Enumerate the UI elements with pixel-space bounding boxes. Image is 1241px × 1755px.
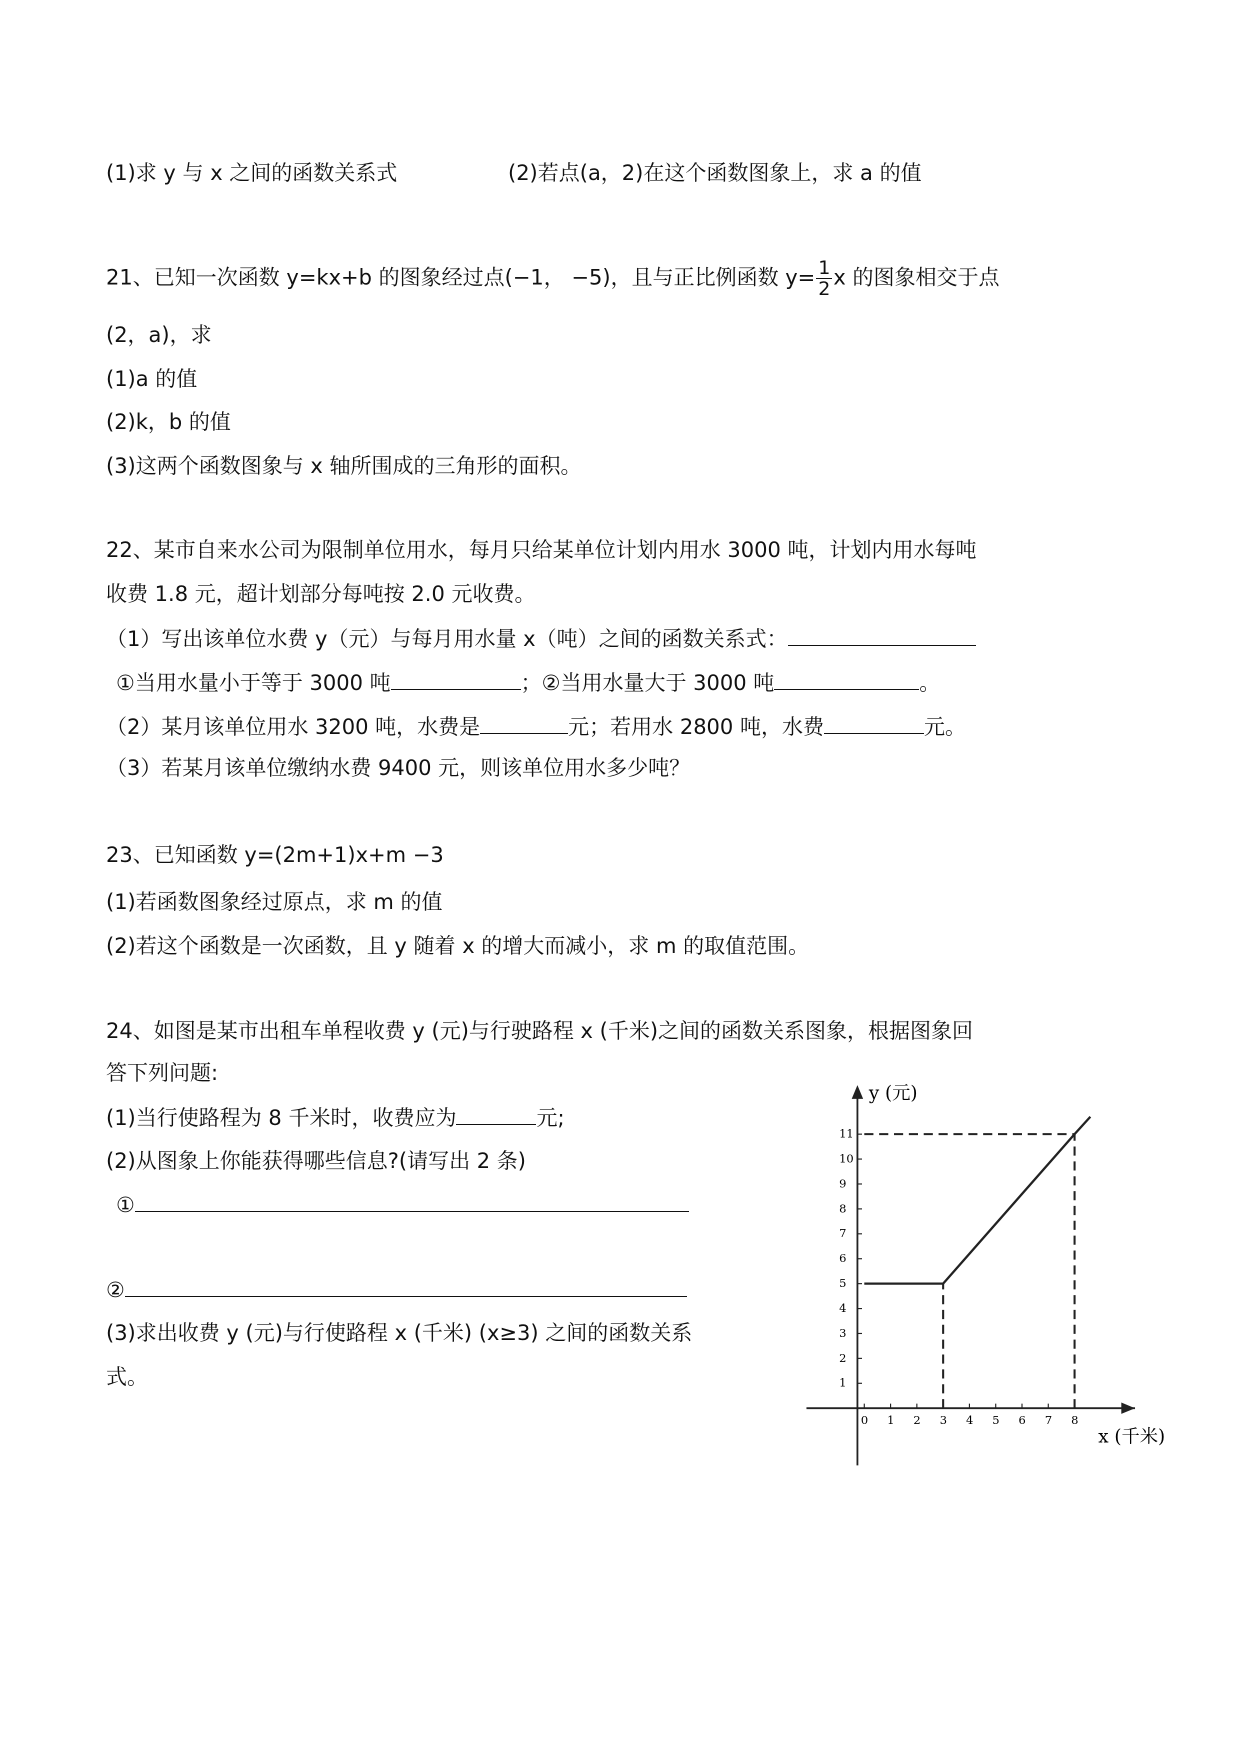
y-tick-label: 6 (839, 1251, 847, 1266)
graph-guide-lines (864, 1134, 1074, 1408)
q22-answer-blank-fee2[interactable] (824, 711, 924, 734)
q22-part2-text-b: 元；若用水 2800 吨，水费 (568, 715, 824, 739)
q22-case-end: 。 (919, 671, 941, 695)
x-tick-label: 4 (966, 1413, 974, 1428)
q22-answer-blank-case2[interactable] (774, 667, 919, 690)
q24-info2 (106, 1274, 687, 1305)
q22-stem-b: 收费 1.8 元，超计划部分每吨按 2.0 元收费。 (106, 582, 536, 606)
q21-stem-c: (2，a)，求 (106, 323, 212, 347)
q23-part1: (1)若函数图象经过原点，求 m 的值 (106, 890, 443, 914)
q24-part2: (2)从图象上你能获得哪些信息?(请写出 2 条) (106, 1149, 526, 1173)
q22-part1-text: （1）写出该单位水费 y（元）与每月用水量 x（吨）之间的函数关系式： (106, 627, 788, 651)
taxi-fare-graph (790, 1082, 1166, 1460)
x-tick-label: 6 (1018, 1413, 1026, 1428)
y-tick-label: 10 (839, 1151, 854, 1166)
q21-stem-a: 21、已知一次函数 y=kx+b 的图象经过点(−1， −5)，且与正比例函数 y= (106, 265, 816, 290)
q24-info2-marker: ② (106, 1278, 125, 1302)
x-tick-label: 2 (913, 1413, 921, 1428)
q22-part1-cases (116, 667, 940, 698)
y-tick-label: 2 (839, 1350, 847, 1365)
x-axis-arrow (1121, 1403, 1135, 1414)
q24-stem-a: 24、如图是某市出租车单程收费 y (元)与行驶路程 x (千米)之间的函数关系图象，根据图象回 (106, 1019, 974, 1043)
q22-part2-text-c: 元。 (923, 715, 966, 739)
x-tick-label: 3 (939, 1413, 947, 1428)
x-tick-label: 8 (1071, 1413, 1079, 1428)
y-tick-label: 11 (839, 1126, 854, 1141)
fraction-one-half (816, 258, 832, 299)
q24-answer-blank-info1[interactable] (135, 1189, 689, 1212)
q22-answer-blank-case1[interactable] (391, 667, 521, 690)
y-tick-label: 3 (839, 1325, 847, 1340)
y-tick-label: 7 (839, 1226, 847, 1241)
y-tick-label: 5 (839, 1276, 847, 1291)
x-tick-label: 7 (1044, 1413, 1053, 1428)
q24-answer-blank-fee[interactable] (456, 1102, 536, 1125)
q22-part2 (106, 711, 966, 742)
graph-series (864, 1117, 1090, 1284)
q24-info1-marker: ① (116, 1193, 135, 1217)
q22-part1 (106, 623, 976, 654)
q24-part1-text-b: 元; (536, 1106, 565, 1130)
fraction-numerator: 1 (818, 257, 831, 279)
y-tick-label: 1 (839, 1375, 847, 1390)
x-tick-label: 1 (887, 1413, 895, 1428)
y-tick-label: 9 (839, 1176, 847, 1191)
q22-part3: （3）若某月该单位缴纳水费 9400 元，则该单位用水多少吨？ (106, 756, 691, 780)
q24-part3-b: 式。 (106, 1365, 148, 1389)
q24-part3-a: (3)求出收费 y (元)与行使路程 x (千米) (x≥3) 之间的函数关系 (106, 1321, 693, 1345)
q24-stem-b: 答下列问题: (106, 1061, 219, 1085)
graph-axes (806, 1082, 1135, 1465)
q22-case1-text: ①当用水量小于等于 3000 吨 (116, 671, 391, 695)
y-axis-arrow (852, 1085, 863, 1099)
q23-stem: 23、已知函数 y=(2m+1)x+m −3 (106, 843, 444, 867)
fare-line (864, 1117, 1090, 1284)
q21-stem-b: x 的图象相交于点 (833, 265, 1000, 290)
q24-info1 (116, 1189, 689, 1220)
q24-part1 (106, 1102, 565, 1133)
q22-answer-blank-formula[interactable] (788, 623, 976, 646)
q22-part2-text-a: （2）某月该单位用水 3200 吨，水费是 (106, 715, 481, 739)
y-tick-label: 4 (839, 1300, 847, 1315)
x-tick-label: 0 (860, 1413, 869, 1428)
q20-part2: (2)若点(a，2)在这个函数图象上，求 a 的值 (508, 161, 922, 185)
q20-part1: (1)求 y 与 x 之间的函数关系式 (106, 161, 398, 185)
q21-part1: (1)a 的值 (106, 367, 198, 391)
q22-answer-blank-fee1[interactable] (480, 711, 568, 734)
y-tick-label: 8 (839, 1201, 847, 1216)
x-tick-label: 5 (992, 1413, 1000, 1428)
q22-stem-a: 22、某市自来水公司为限制单位用水，每月只给某单位计划内用水 3000 吨，计划内用水每吨 (106, 538, 977, 562)
q21-stem (106, 258, 999, 299)
q24-part1-text-a: (1)当行使路程为 8 千米时，收费应为 (106, 1106, 457, 1130)
q21-part3: (3)这两个函数图象与 x 轴所围成的三角形的面积。 (106, 454, 582, 478)
q22-case2-text: ；②当用水量大于 3000 吨 (520, 671, 775, 695)
q21-part2: (2)k，b 的值 (106, 410, 231, 434)
y-axis-label: y (元) (868, 1082, 918, 1104)
x-axis-label: x (千米) (1098, 1426, 1166, 1448)
fraction-denominator: 2 (818, 278, 831, 300)
q23-part2: (2)若这个函数是一次函数，且 y 随着 x 的增大而减小，求 m 的取值范围。 (106, 934, 810, 958)
q24-answer-blank-info2[interactable] (125, 1274, 687, 1297)
